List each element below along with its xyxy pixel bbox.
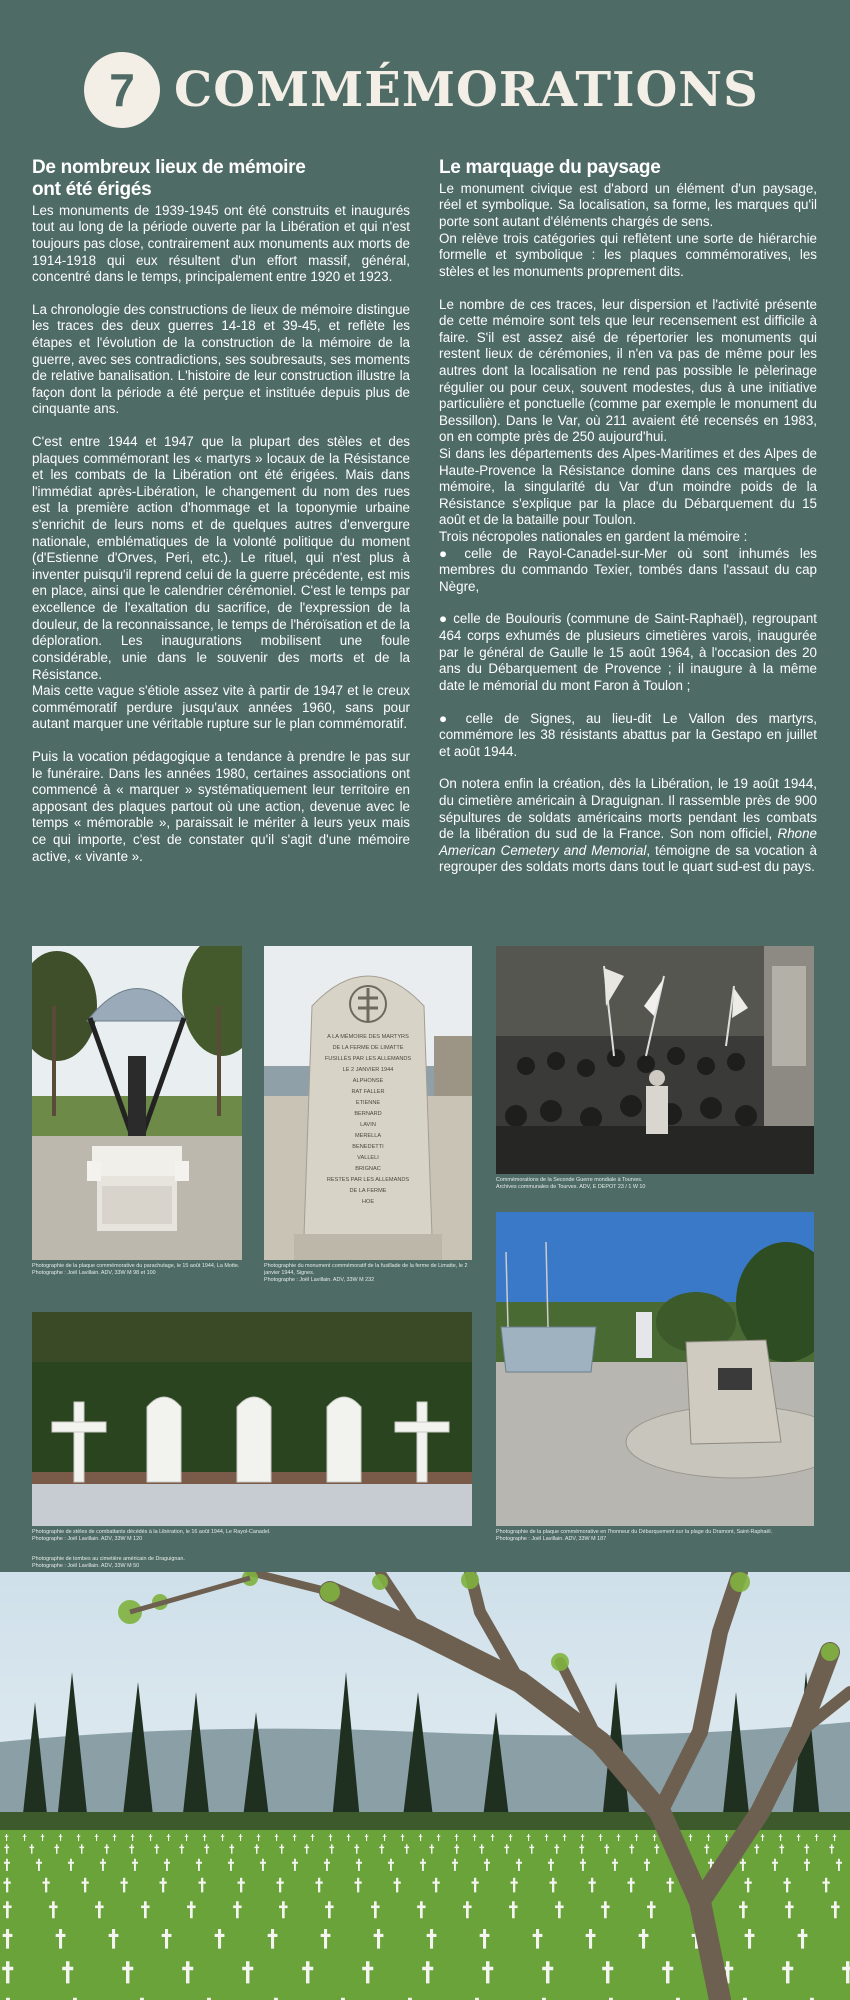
photo-dramont-plaque (496, 1212, 814, 1526)
right-paragraph-1: Le monument civique est d'abord un élément d'un paysage, réel et symbolique. Sa localisation, sa forme, les marques qu'il porte sont autant d'éléments chargés de sens. (439, 180, 817, 230)
stele-inscription-line: ALPHONSE (352, 1078, 384, 1084)
caption-dramont (496, 1529, 814, 1543)
stele-inscription-line: ETIENNE (355, 1100, 381, 1106)
right-heading: Le marquage du paysage (439, 157, 661, 178)
stele-inscription-line: HOE (361, 1199, 375, 1205)
caption-draguignan (32, 1556, 472, 1570)
left-heading-line2: ont été érigés (32, 178, 152, 200)
necropolis-signes: ● celle de Signes, au lieu-dit Le Vallon des martyrs, commémore les 38 résistants abattus par la Gestapo en juillet et août 1944. (439, 710, 817, 759)
caption-limatte (264, 1263, 472, 1283)
stele-inscription-line: LAVIN (360, 1122, 376, 1128)
caption-tourves (496, 1177, 814, 1191)
right-paragraph-2: On relève trois catégories qui reflètent une sorte de hiérarchie formelle et symbolique : les plaques commémoratives, les stèles et les monuments proprement dits. (439, 230, 817, 279)
stele-inscription-line: BRIGNAC (355, 1166, 381, 1172)
stele-inscription-line: VALLELI (357, 1155, 379, 1161)
caption-rayol-text: Photographie de stèles de combattants décédés à la Libération, le 16 août 1944, Le Rayol-Canadel. (32, 1529, 271, 1535)
stele-inscription-line: FUSILLÉS PAR LES ALLEMANDS (324, 1056, 412, 1062)
caption-limatte-text: Photographie du monument commémoratif de la fusillade de la ferme de Limatte, le 2 janvier 1944, Signes. (264, 1263, 468, 1276)
stele-inscription-line: DE LA FERME (349, 1188, 387, 1194)
caption-rayol-credit: Photographe : Joël Lavillain. ADV, 33W M 120 (32, 1535, 143, 1542)
right-paragraph-3: Le nombre de ces traces, leur dispersion et l'activité présente de cette mémoire sont tels que leur recensement est difficile à faire. S'il est assez aisé de répertorier les monuments qui restent lieux de cérémonies, il n'en va pas de même pour les autres dont la localisation ne rend pas possible le pèlerinage régulier ou pour ceux, souvent modestes, dus à une initiative particulière et ponctuelle (comme par exemple le monument du Bessillon). Dans le Var, où 211 avaient été recensés en 1983, on en compte près de 250 aujourd'hui. (439, 296, 817, 445)
stele-inscription-line: DE LA FERME DE LIMATTE (332, 1045, 404, 1051)
p6-text-b: , témoigne de sa vocation à regrouper des soldats morts dans tout le quart sud-est du pays. (439, 842, 817, 875)
stele-inscription-line: BENEDETTI (352, 1144, 384, 1150)
caption-draguignan-credit: Photographe : Joël Lavillain. ADV, 33W M 50 (32, 1562, 140, 1569)
caption-dramont-credit: Photographe : Joël Lavillain. ADV, 33W M 187 (496, 1535, 607, 1542)
necropolis-boulouris: ● celle de Boulouris (commune de Saint-Raphaël), regroupant 464 corps exhumés de plusieurs cimetières varois, inaugurée par le général de Gaulle le 15 août 1964, à l'occasion des 20 ans du Débarquement de Provence ; il inaugure à la même date le mémorial du mont Faron à Toulon ; (439, 611, 817, 693)
right-column (439, 157, 817, 876)
photo-tourves-ceremony (496, 946, 814, 1174)
left-heading-line1: De nombreux lieux de mémoire (32, 157, 306, 178)
right-paragraph-4: Si dans les départements des Alpes-Maritimes et des Alpes de Haute-Provence la Résistance domine dans ces marques de mémoire, la singularité du Var d'un moindre poids de la Résistance s'explique par la place du Débarquement du 15 août et de la bataille pour Toulon. (439, 445, 817, 528)
right-paragraph-6 (439, 776, 817, 876)
caption-tourves-credit: Archives communales de Tourves. ADV, E DEPOT 23 / 1 W 10 (496, 1183, 646, 1190)
p6-text-a: On notera enfin la création, dès la Libération, le 19 août 1944, du cimetière américain à Draguignan. Il rassemble près de 900 sépultures de soldats américains morts pendant les combats de la libération du sud de la France. Son nom officiel, (439, 776, 817, 842)
left-heading (32, 157, 410, 201)
necropolis-rayol: ● celle de Rayol-Canadel-sur-Mer où sont inhumés les membres du commando Texier, tombés dans l'assaut du cap Nègre, (439, 545, 817, 594)
stele-inscription-line: BERNARD (354, 1111, 382, 1117)
photo-parachute-memorial (32, 946, 242, 1260)
cemetery-official-name: Rhone American Cemetery and Memorial (439, 826, 817, 858)
caption-parachute (32, 1263, 242, 1277)
caption-rayol (32, 1529, 472, 1543)
left-paragraph-5: Puis la vocation pédagogique a tendance à prendre le pas sur le funéraire. Dans les années 1980, certaines associations ont commencé à « marquer » systématiquement leur territoire en apposant des plaques partout où une action, devenue avec le temps « mémorable », paraissait le mériter à leurs yeux mais ce qui importe, c'est de constater qu'il s'agit d'une mémoire active, « vivante ». (32, 748, 410, 864)
caption-limatte-credit: Photographe : Joël Lavillain. ADV, 33W M 232 (264, 1276, 375, 1283)
caption-draguignan-text: Photographie de tombes au cimetière américain de Draguignan. (32, 1556, 185, 1562)
stele-inscription-line: MERELLA (354, 1133, 382, 1139)
photo-rayol-steles (32, 1312, 472, 1526)
left-paragraph-1: Les monuments de 1939-1945 ont été construits et inaugurés tout au long de la période ouverte par la Libération et qui n'est toujours pas close, contrairement aux monuments aux morts de 1914-1918 qui eux résultent d'un effort massif, général, concentré dans le temps, principalement entre 1920 et 1923. (32, 202, 410, 285)
caption-parachute-credit: Photographe : Joël Lavillain. ADV, 33W M 98 et 100 (32, 1269, 156, 1276)
caption-tourves-text: Commémorations de la Seconde Guerre mondiale à Tourves. (496, 1177, 643, 1183)
left-paragraph-4: Mais cette vague s'étiole assez vite à partir de 1947 et le creux commémoratif perdure jusqu'aux années 1960, sans pour autant marquer une véritable rupture sur le plan commémoratif. (32, 683, 410, 732)
stele-inscription-line: A LA MÉMOIRE DES MARTYRS (327, 1034, 409, 1040)
caption-parachute-text: Photographie de la plaque commémorative du parachutage, le 15 août 1944, La Motte. (32, 1263, 240, 1269)
stele-inscription-line: LE 2 JANVIER 1944 (342, 1067, 394, 1073)
page-title: COMMÉMORATIONS (174, 62, 759, 118)
left-paragraph-2: La chronologie des constructions de lieux de mémoire distingue les traces des deux guerres 14-18 et 39-45, et reflète les étapes et l'évolution de la construction de la mémoire de la guerre, avec ses contradictions, ses soubresauts, ses moments de relative banalisation. L'histoire de leur construction illustre la façon dont la période a été perçue et instituée depuis plus de cinquante ans. (32, 301, 410, 417)
stele-inscription-line: RAT FALLER (351, 1089, 385, 1095)
stele-inscription-line: RESTES PAR LES ALLEMANDS (326, 1177, 410, 1183)
left-column (32, 157, 410, 865)
left-paragraph-3: C'est entre 1944 et 1947 que la plupart des stèles et des plaques commémorant les « martyrs » locaux de la Résistance et les combats de la Libération ont été érigées. Mais dans l'immédiat après-Libération, le changement du nom des rues est la première action d'hommage et la toponymie urbaine s'enrichit de leurs noms et de quelques autres d'envergure nationale, emblématiques de la volonté politique du moment (d'Estienne d'Orves, Peri, etc.). Le rituel, qui n'est plus à inventer puisqu'il reprend celui de la guerre précédente, est mis en place, ainsi que le calendrier cérémoniel. C'est le temps par excellence de l'exaltation du sacrifice, de l'expression de la douleur, de la reconnaissance, le temps de l'héroïsation et de la déploration. Les inaugurations mobilisent une foule considérable, unie dans le souvenir des morts et de la Résistance. (32, 434, 410, 682)
right-paragraph-5: Trois nécropoles nationales en gardent la mémoire : (439, 529, 748, 545)
photo-american-cemetery (0, 1572, 850, 2000)
caption-dramont-text: Photographie de la plaque commémorative en l'honneur du Débarquement sur la plage du Dramont, Saint-Raphaël. (496, 1529, 773, 1535)
section-number-badge: 7 (84, 52, 160, 128)
photo-limatte-stele (264, 946, 472, 1260)
